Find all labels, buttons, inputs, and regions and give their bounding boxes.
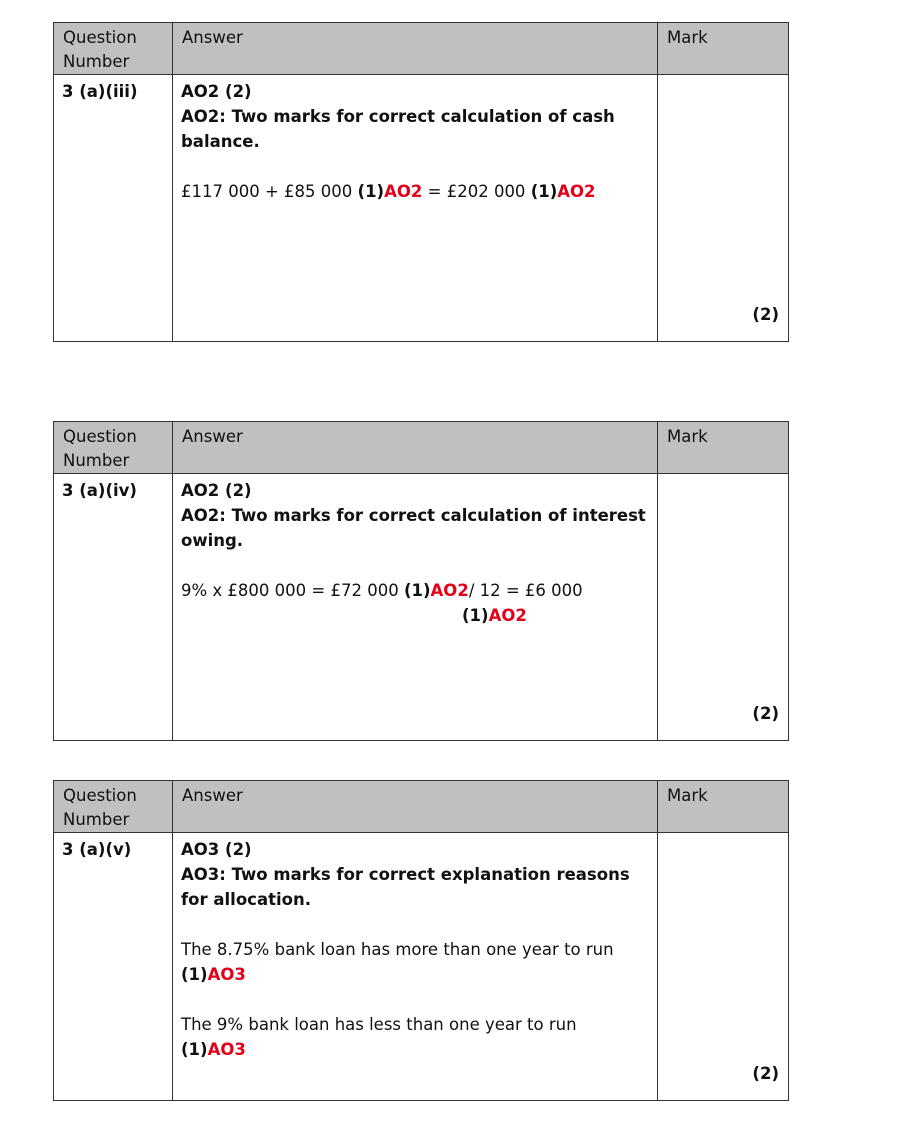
header-row xyxy=(54,781,789,833)
mark-cell xyxy=(658,474,789,741)
answer-row xyxy=(54,474,789,741)
worked-calculation-mark: (1)AO2 xyxy=(462,606,527,625)
answer-header: Answer xyxy=(173,23,658,75)
answer-cell xyxy=(173,75,658,342)
answer-point-mark: (1)AO3 xyxy=(181,965,246,984)
answer-header: Answer xyxy=(173,781,658,833)
mark-header: Mark xyxy=(658,781,789,833)
question-number-cell: 3 (a)(iii) xyxy=(54,75,173,342)
question-number-header: Question Number xyxy=(54,781,173,833)
header-row xyxy=(54,23,789,75)
answer-cell xyxy=(173,474,658,741)
answer-point: The 9% bank loan has less than one year to run xyxy=(181,1015,577,1034)
answer-cell xyxy=(173,833,658,1101)
mark-scheme-table-3av xyxy=(53,780,789,1101)
mark-header: Mark xyxy=(658,422,789,474)
answer-point-mark: (1)AO3 xyxy=(181,1040,246,1059)
mark-cell xyxy=(658,833,789,1101)
worked-calculation: £117 000 + £85 000 (1)AO2 = £202 000 (1)AO2 xyxy=(181,182,596,201)
question-number-cell: 3 (a)(v) xyxy=(54,833,173,1101)
mark-scheme-table-3aiv xyxy=(53,421,789,741)
marking-guidance: AO2: Two marks for correct calculation of cash balance. xyxy=(181,107,615,151)
ao-total: AO3 (2) xyxy=(181,840,252,859)
mark-scheme-table-3aiii xyxy=(53,22,789,342)
worked-calculation: 9% x £800 000 = £72 000 (1)AO2/ 12 = £6 000 xyxy=(181,581,583,600)
question-number-header: Question Number xyxy=(54,23,173,75)
marking-guidance: AO2: Two marks for correct calculation of interest owing. xyxy=(181,506,646,550)
mark-cell xyxy=(658,75,789,342)
ao-total: AO2 (2) xyxy=(181,481,252,500)
mark-value: (2) xyxy=(752,1064,779,1083)
answer-point: The 8.75% bank loan has more than one year to run xyxy=(181,940,614,959)
marking-guidance: AO3: Two marks for correct explanation reasons for allocation. xyxy=(181,865,630,909)
answer-row xyxy=(54,833,789,1101)
header-row xyxy=(54,422,789,474)
mark-value: (2) xyxy=(752,305,779,324)
mark-header: Mark xyxy=(658,23,789,75)
question-number-header: Question Number xyxy=(54,422,173,474)
ao-total: AO2 (2) xyxy=(181,82,252,101)
question-number-cell: 3 (a)(iv) xyxy=(54,474,173,741)
answer-header: Answer xyxy=(173,422,658,474)
mark-value: (2) xyxy=(752,704,779,723)
answer-row xyxy=(54,75,789,342)
